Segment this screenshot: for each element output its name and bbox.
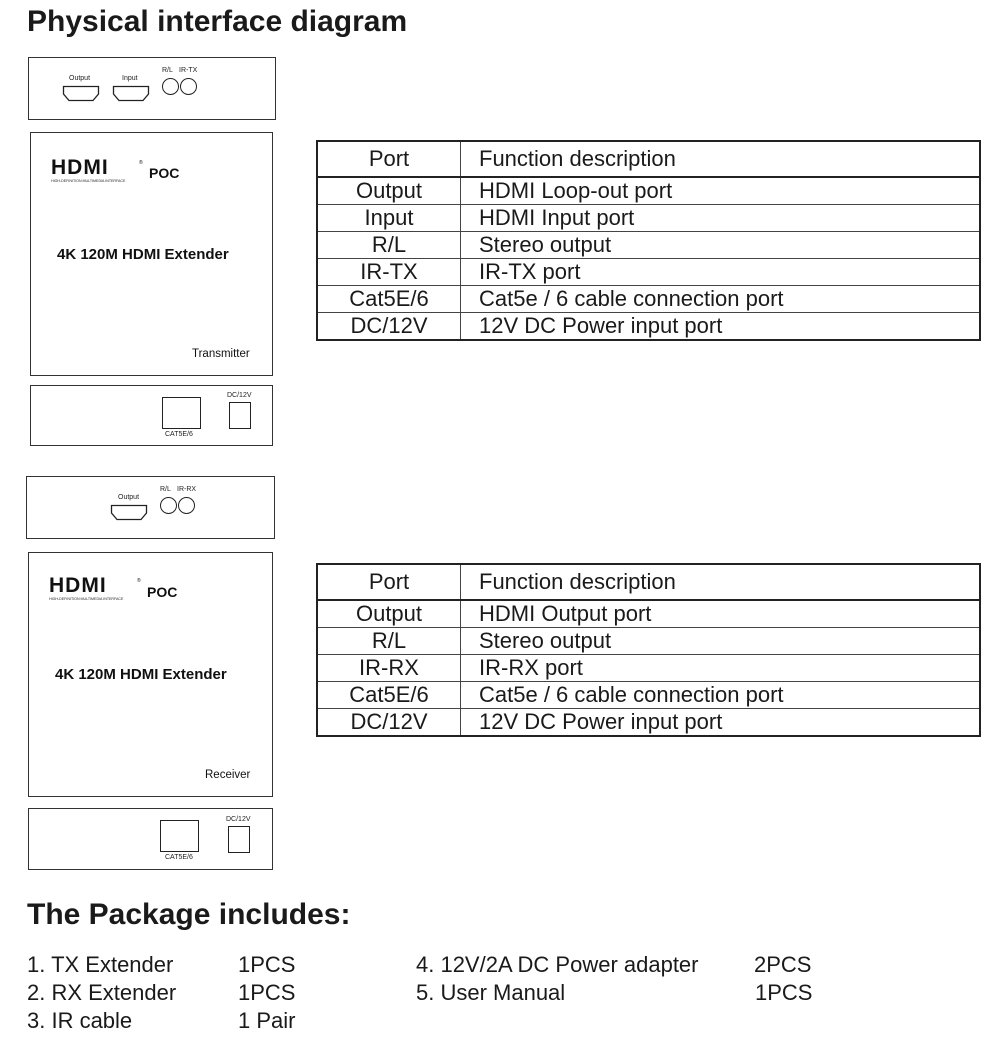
rx-product-title: 4K 120M HDMI Extender [55, 666, 227, 683]
tx-poc-label: POC [149, 165, 180, 181]
port-cell: Input [317, 205, 461, 232]
rx-output-label: Output [118, 494, 140, 501]
table-header-row [317, 564, 980, 600]
tx-hdmi-output-port-icon [62, 85, 100, 102]
port-cell: R/L [317, 628, 461, 655]
package-item-qty: 1PCS [238, 952, 296, 977]
table-row [317, 655, 980, 682]
table-row [317, 313, 980, 341]
rx-bottom-panel [28, 808, 273, 870]
desc-cell: IR-TX port [461, 259, 981, 286]
package-item-qty: 1 Pair [238, 1008, 296, 1033]
package-item-name: 5. User Manual [416, 980, 566, 1005]
table-row [317, 709, 980, 737]
svg-text:HDMI: HDMI [51, 157, 109, 179]
rx-dc-port-icon [228, 826, 250, 853]
port-cell: Output [317, 600, 461, 628]
package-item-name: 3. IR cable [27, 1008, 133, 1033]
tx-rl-label: R/L [162, 67, 173, 74]
port-cell: IR-TX [317, 259, 461, 286]
port-cell: R/L [317, 232, 461, 259]
rx-top-panel [26, 476, 275, 539]
rx-dc-label: DC/12V [226, 816, 251, 823]
table-row [317, 232, 980, 259]
tx-cat-label: CAT5E/6 [165, 431, 193, 438]
port-cell: Cat5E/6 [317, 286, 461, 313]
rx-cat-port-icon [160, 820, 199, 852]
table-row [317, 628, 980, 655]
table-row [317, 177, 980, 205]
package-item-name: 1. TX Extender [27, 952, 174, 977]
desc-cell: 12V DC Power input port [461, 313, 981, 341]
package-item-name: 2. RX Extender [27, 980, 177, 1005]
port-cell: DC/12V [317, 709, 461, 737]
tx-ir-label: IR-TX [179, 67, 198, 74]
tx-role-label: Transmitter [192, 348, 250, 360]
desc-cell: Stereo output [461, 628, 981, 655]
package-heading: The Package includes: [27, 898, 351, 931]
desc-cell: 12V DC Power input port [461, 709, 981, 737]
port-cell: Output [317, 177, 461, 205]
tx-dc-port-icon [229, 402, 251, 429]
page-title: Physical interface diagram [27, 5, 408, 38]
table-row [317, 682, 980, 709]
port-header: Port [317, 564, 461, 600]
desc-cell: HDMI Input port [461, 205, 981, 232]
tx-output-label: Output [69, 75, 91, 82]
tx-ir-jack-icon [180, 78, 197, 95]
tx-cat-port-icon [162, 397, 201, 429]
package-item-qty: 1PCS [238, 980, 296, 1005]
tx-logo-subtitle: HIGH-DEFINITION MULTIMEDIA INTERFACE [51, 179, 126, 183]
desc-cell: IR-RX port [461, 655, 981, 682]
port-cell: Cat5E/6 [317, 682, 461, 709]
tx-hdmi-input-port-icon [112, 85, 150, 102]
rx-front-panel [28, 552, 273, 797]
table-header-row [317, 141, 980, 177]
svg-text:®: ® [137, 578, 141, 584]
tx-input-label: Input [122, 75, 138, 82]
desc-header: Function description [461, 564, 981, 600]
desc-cell: Cat5e / 6 cable connection port [461, 286, 981, 313]
port-header: Port [317, 141, 461, 177]
package-item-qty: 1PCS [755, 980, 813, 1005]
table-row [317, 259, 980, 286]
tx-rl-jack-icon [162, 78, 179, 95]
svg-text:®: ® [139, 160, 143, 166]
desc-header: Function description [461, 141, 981, 177]
rx-logo-subtitle: HIGH-DEFINITION MULTIMEDIA INTERFACE [49, 597, 124, 601]
rx-cat-label: CAT5E/6 [165, 854, 193, 861]
desc-cell: HDMI Output port [461, 600, 981, 628]
tx-front-panel [30, 132, 273, 376]
rx-role-label: Receiver [205, 769, 251, 781]
desc-cell: Stereo output [461, 232, 981, 259]
rx-ir-jack-icon [178, 497, 195, 514]
tx-product-title: 4K 120M HDMI Extender [57, 246, 229, 263]
tx-bottom-panel [30, 385, 273, 446]
package-item-name: 4. 12V/2A DC Power adapter [416, 952, 699, 977]
table-row [317, 286, 980, 313]
tx-top-panel [28, 57, 276, 120]
tx-port-table [316, 140, 981, 341]
rx-rl-jack-icon [160, 497, 177, 514]
table-row [317, 205, 980, 232]
rx-poc-label: POC [147, 584, 178, 600]
desc-cell: Cat5e / 6 cable connection port [461, 682, 981, 709]
port-cell: DC/12V [317, 313, 461, 341]
desc-cell: HDMI Loop-out port [461, 177, 981, 205]
tx-dc-label: DC/12V [227, 392, 252, 399]
rx-ir-label: IR-RX [177, 486, 197, 493]
rx-port-table [316, 563, 981, 737]
svg-text:HDMI: HDMI [49, 575, 107, 597]
rx-rl-label: R/L [160, 486, 171, 493]
package-item-qty: 2PCS [754, 952, 812, 977]
rx-hdmi-output-port-icon [110, 504, 148, 521]
port-cell: IR-RX [317, 655, 461, 682]
table-row [317, 600, 980, 628]
